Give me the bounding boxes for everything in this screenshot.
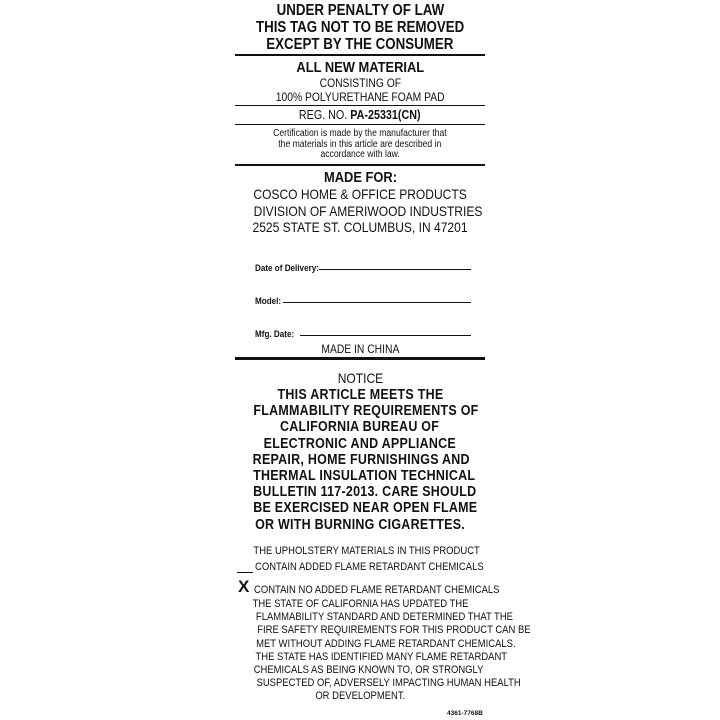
divider — [235, 164, 485, 166]
notice-heading-text: NOTICE — [337, 370, 383, 386]
material-line: CONSISTING OF — [319, 76, 401, 90]
certification-statement — [235, 129, 485, 161]
notice-body — [235, 387, 485, 533]
address-line: DIVISION OF AMERIWOOD INDUSTRIES — [253, 202, 483, 219]
country-of-origin — [235, 343, 485, 356]
statement-line: FLAMMABILITY STANDARD AND DETERMINED THAT THE — [255, 611, 513, 624]
statement-line: MET WITHOUT ADDING FLAME RETARDANT CHEMICALS. — [256, 637, 516, 650]
notice-line: BULLETIN 117-2013. CARE SHOULD — [253, 484, 477, 501]
california-statement — [235, 598, 531, 704]
notice-line: THIS ARTICLE MEETS THE — [277, 387, 443, 403]
delivery-date-field — [255, 263, 326, 273]
made-for-section — [235, 170, 485, 236]
divider — [235, 54, 485, 56]
upholstery-intro-text: THE UPHOLSTERY MATERIALS IN THIS PRODUCT — [253, 545, 480, 557]
notice-line: OR WITH BURNING CIGARETTES. — [255, 516, 465, 533]
divider — [235, 105, 485, 106]
statement-line: SUSPECTED OF, ADVERSELY IMPACTING HUMAN HEALTH — [256, 677, 521, 690]
thick-divider — [235, 357, 485, 360]
tag-code: 4361-7768B — [447, 710, 483, 717]
registration-number — [235, 108, 485, 122]
penalty-line: EXCEPT BY THE CONSUMER — [266, 36, 454, 53]
material-statement — [235, 60, 485, 104]
notice-line: THERMAL INSULATION TECHNICAL — [253, 468, 476, 485]
penalty-line: UNDER PENALTY OF LAW — [276, 2, 444, 19]
material-line: ALL NEW MATERIAL — [296, 59, 424, 76]
origin-text: MADE IN CHINA — [321, 342, 399, 356]
address-line: 2525 STATE ST. COLUMBUS, IN 47201 — [252, 219, 468, 235]
option-added-label: CONTAIN ADDED FLAME RETARDANT CHEMICALS — [255, 561, 484, 573]
statement-line: THE STATE OF CALIFORNIA HAS UPDATED THE — [252, 598, 469, 610]
notice-line: CALIFORNIA BUREAU OF — [280, 419, 440, 436]
model-label: Model: — [255, 296, 282, 306]
statement-line: FIRE SAFETY REQUIREMENTS FOR THIS PRODUCT CAN BE — [257, 624, 531, 637]
statement-line: OR DEVELOPMENT. — [315, 690, 405, 703]
notice-line: ELECTRONIC AND APPLIANCE — [263, 435, 457, 452]
penalty-notice — [235, 2, 485, 53]
delivery-date-line — [319, 269, 471, 270]
notice-line: REPAIR, HOME FURNISHINGS AND — [252, 451, 470, 468]
divider — [235, 124, 485, 125]
option-no-label: CONTAIN NO ADDED FLAME RETARDANT CHEMICALS — [254, 584, 500, 596]
upholstery-intro — [235, 545, 485, 558]
statement-line: THE STATE HAS IDENTIFIED MANY FLAME RETARDANT — [255, 650, 508, 663]
model-line — [283, 302, 471, 303]
model-field — [255, 296, 284, 306]
registration-value: PA-25331(CN) — [350, 108, 421, 122]
certification-line: the materials in this article are described in — [278, 138, 442, 150]
notice-line: BE EXERCISED NEAR OPEN FLAME — [253, 500, 478, 517]
notice-heading — [235, 370, 485, 386]
law-tag — [235, 0, 531, 720]
option-no-chemicals — [254, 584, 539, 597]
statement-line: CHEMICALS AS BEING KNOWN TO, OR STRONGLY — [253, 664, 484, 677]
penalty-line: THIS TAG NOT TO BE REMOVED — [255, 19, 465, 36]
check-mark-icon: X — [238, 577, 250, 596]
option-added-checkbox-line — [237, 572, 253, 573]
mfg-date-label: Mfg. Date: — [255, 329, 295, 339]
certification-line: accordance with law. — [320, 149, 400, 160]
notice-line: FLAMMABILITY REQUIREMENTS OF — [253, 403, 479, 420]
mfg-date-field — [255, 329, 299, 339]
mfg-date-line — [300, 335, 471, 336]
certification-line: Certification is made by the manufacturer that — [273, 128, 447, 139]
material-line: 100% POLYURETHANE FOAM PAD — [275, 90, 445, 104]
made-for-heading: MADE FOR: — [323, 169, 397, 186]
address-line: COSCO HOME & OFFICE PRODUCTS — [253, 186, 467, 202]
delivery-date-label: Date of Delivery: — [255, 263, 319, 273]
registration-prefix: REG. NO. — [299, 108, 351, 122]
